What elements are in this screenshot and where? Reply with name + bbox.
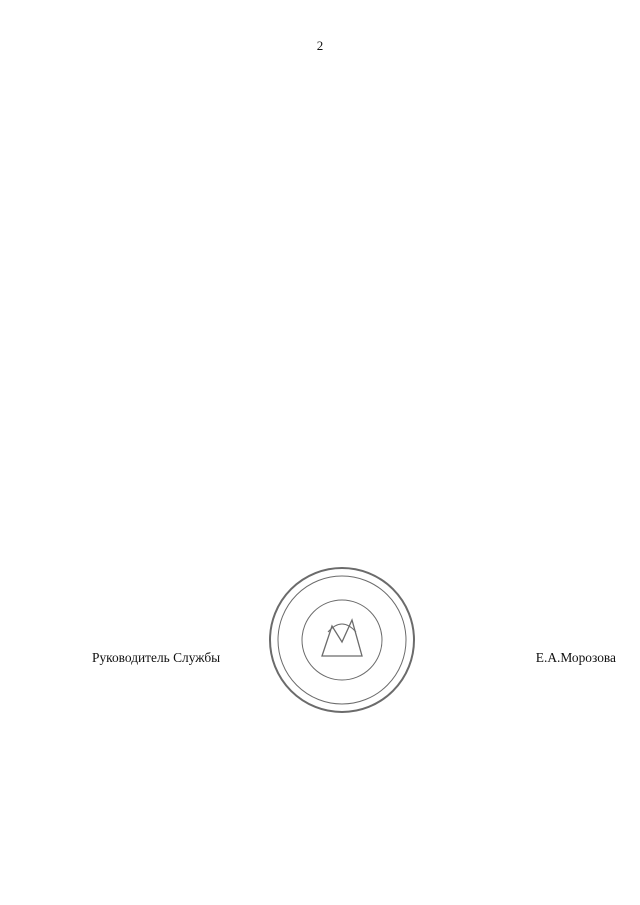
signatory-role: Руководитель Службы [92, 650, 221, 665]
page-number: 2 [316, 38, 324, 53]
official-seal-icon [262, 560, 422, 720]
signatory-name: Е.А.Морозова [535, 650, 616, 665]
